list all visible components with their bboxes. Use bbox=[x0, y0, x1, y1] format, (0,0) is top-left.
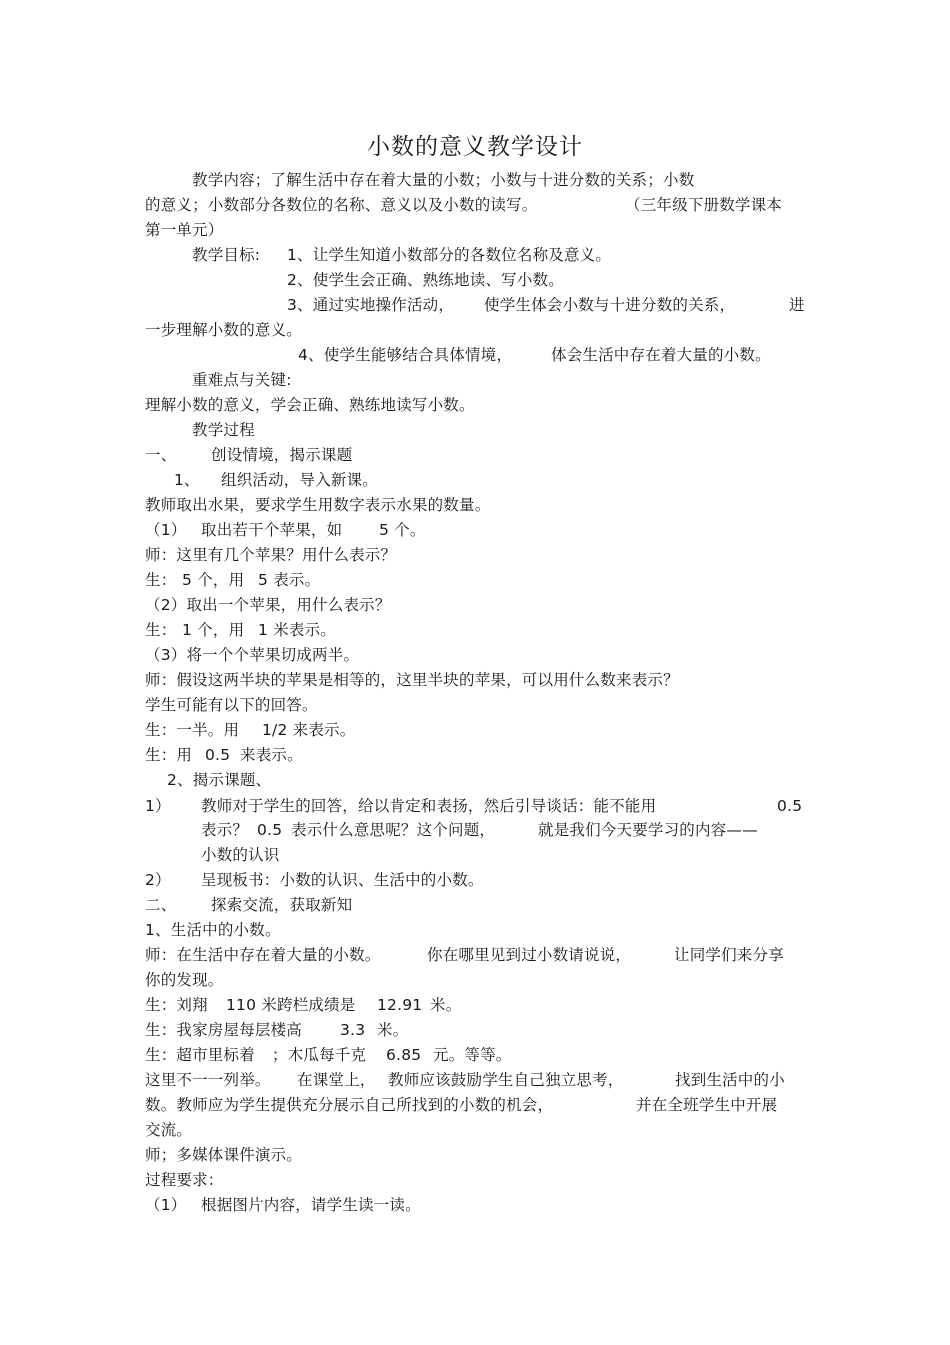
goal-1: 1、让学生知道小数部分的各数位名称及意义。 bbox=[287, 246, 612, 264]
item-1-line-2-a: 表示？ bbox=[201, 821, 249, 839]
paragraph-2-a: （1） bbox=[145, 521, 187, 539]
goal-2: 2、使学生会正确、熟练地读、写小数。 bbox=[287, 271, 564, 289]
paragraph-2-b: 取出若干个苹果，如 bbox=[201, 521, 343, 539]
requirement-1-number: （1） bbox=[145, 1196, 187, 1214]
goal-3-a: 3、通过实地操作活动， bbox=[287, 296, 455, 314]
item-2-number: 2） bbox=[145, 871, 171, 889]
answer-1-d: 米。 bbox=[430, 996, 462, 1014]
paragraph-3: 师：这里有几个苹果？用什么表示？ bbox=[145, 546, 397, 564]
answer-3-b: ；木瓜每千克 bbox=[272, 1046, 367, 1064]
answer-1-a: 生：刘翔 bbox=[145, 996, 208, 1014]
section-1-number: 一、 bbox=[145, 446, 177, 464]
answer-2-a: 生：我家房屋每层楼高 bbox=[145, 1021, 303, 1039]
keypoints-label: 重难点与关键: bbox=[192, 371, 292, 389]
paragraph-8: 师：假设这两半块的苹果是相等的，这里半块的苹果，可以用什么数来表示？ bbox=[145, 671, 679, 689]
item-1-line-2-d: 就是我们今天要学习的内容—— bbox=[538, 821, 758, 839]
content-line-2-note: （三年级下册数学课本 bbox=[625, 196, 783, 214]
process-label: 教学过程 bbox=[192, 421, 255, 439]
item-1-line-3: 小数的认识 bbox=[201, 846, 280, 864]
answer-3-a: 生：超市里标着 bbox=[145, 1046, 255, 1064]
comment-2-b: 并在全班学生中开展 bbox=[636, 1096, 778, 1114]
item-2-text: 呈现板书：小数的认识、生活中的小数。 bbox=[201, 871, 484, 889]
question-1-c: 让同学们来分享 bbox=[674, 946, 784, 964]
answer-2-c: 米。 bbox=[377, 1021, 409, 1039]
answer-1-b: 110 米跨栏成绩是 bbox=[226, 996, 356, 1014]
requirement-1-text: 根据图片内容，请学生读一读。 bbox=[201, 1196, 421, 1214]
page-title: 小数的意义教学设计 bbox=[367, 134, 583, 160]
paragraph-4-a: 生： bbox=[145, 571, 177, 589]
paragraph-4-b: 5 个，用 bbox=[182, 571, 245, 589]
content-line-1: 教学内容；了解生活中存在着大量的小数；小数与十进分数的关系；小数 bbox=[192, 171, 695, 189]
keypoints-text: 理解小数的意义，学会正确、熟练地读写小数。 bbox=[145, 396, 475, 414]
paragraph-6-a: 生： bbox=[145, 621, 177, 639]
answer-1-c: 12.91 bbox=[377, 996, 423, 1014]
goal-3-c: 进 bbox=[789, 296, 805, 314]
comment-3: 交流。 bbox=[145, 1121, 193, 1139]
section-2-number: 二、 bbox=[145, 896, 177, 914]
comment-1-c: 教师应该鼓励学生自己独立思考， bbox=[388, 1071, 624, 1089]
question-1-a: 师：在生活中存在着大量的小数。 bbox=[145, 946, 381, 964]
goals-label: 教学目标: bbox=[192, 246, 261, 264]
paragraph-9: 学生可能有以下的回答。 bbox=[145, 696, 318, 714]
answer-2-b: 3.3 bbox=[340, 1021, 366, 1039]
paragraph-6-b: 1 个，用 bbox=[182, 621, 245, 639]
goal-4-a: 4、使学生能够结合具体情境， bbox=[298, 346, 513, 364]
step-2-title: 2、揭示课题、 bbox=[167, 771, 272, 789]
item-1-line-2-b: 0.5 bbox=[257, 821, 283, 839]
paragraph-1: 教师取出水果，要求学生用数字表示水果的数量。 bbox=[145, 496, 491, 514]
requirements-label: 过程要求： bbox=[145, 1171, 224, 1189]
paragraph-4-c: 5 表示。 bbox=[258, 571, 321, 589]
paragraph-7: （3）将一个个苹果切成两半。 bbox=[145, 646, 360, 664]
item-1-value: 0.5 bbox=[777, 797, 803, 815]
item-1-line-2-c: 表示什么意思呢？这个问题， bbox=[291, 821, 496, 839]
content-line-3: 第一单元） bbox=[145, 221, 224, 239]
content-line-2: 的意义；小数部分各数位的名称、意义以及小数的读写。 bbox=[145, 196, 538, 214]
comment-1-a: 这里不一一列举。 bbox=[145, 1071, 271, 1089]
section-1-title: 创设情境，揭示课题 bbox=[211, 446, 353, 464]
paragraph-10-a: 生：一半。用 bbox=[145, 721, 240, 739]
paragraph-10-b: 1/2 来表示。 bbox=[262, 721, 356, 739]
media-line: 师；多媒体课件演示。 bbox=[145, 1146, 303, 1164]
paragraph-11-b: 0.5 bbox=[205, 746, 231, 764]
answer-3-c: 6.85 bbox=[386, 1046, 422, 1064]
subsection-1: 1、生活中的小数。 bbox=[145, 921, 281, 939]
goal-3-cont: 一步理解小数的意义。 bbox=[145, 321, 303, 339]
goal-3-b: 使学生体会小数与十进分数的关系， bbox=[484, 296, 736, 314]
section-2-title: 探索交流，获取新知 bbox=[211, 896, 353, 914]
paragraph-5: （2）取出一个苹果，用什么表示？ bbox=[145, 596, 391, 614]
paragraph-11-a: 生：用 bbox=[145, 746, 193, 764]
step-1-title: 组织活动，导入新课。 bbox=[221, 471, 379, 489]
answer-3-d: 元。等等。 bbox=[433, 1046, 512, 1064]
paragraph-6-c: 1 米表示。 bbox=[258, 621, 336, 639]
comment-2-a: 数。教师应为学生提供充分展示自己所找到的小数的机会， bbox=[145, 1096, 554, 1114]
step-1-number: 1、 bbox=[174, 471, 200, 489]
item-1-line-1: 教师对于学生的回答，给以肯定和表扬，然后引导谈话：能不能用 bbox=[201, 797, 657, 815]
question-1-cont: 你的发现。 bbox=[145, 971, 224, 989]
paragraph-2-c: 5 个。 bbox=[379, 521, 426, 539]
goal-4-b: 体会生活中存在着大量的小数。 bbox=[551, 346, 771, 364]
paragraph-11-c: 来表示。 bbox=[240, 746, 303, 764]
question-1-b: 你在哪里见到过小数请说说， bbox=[427, 946, 632, 964]
comment-1-d: 找到生活中的小 bbox=[675, 1071, 785, 1089]
item-1-number: 1） bbox=[145, 797, 171, 815]
comment-1-b: 在课堂上， bbox=[297, 1071, 376, 1089]
